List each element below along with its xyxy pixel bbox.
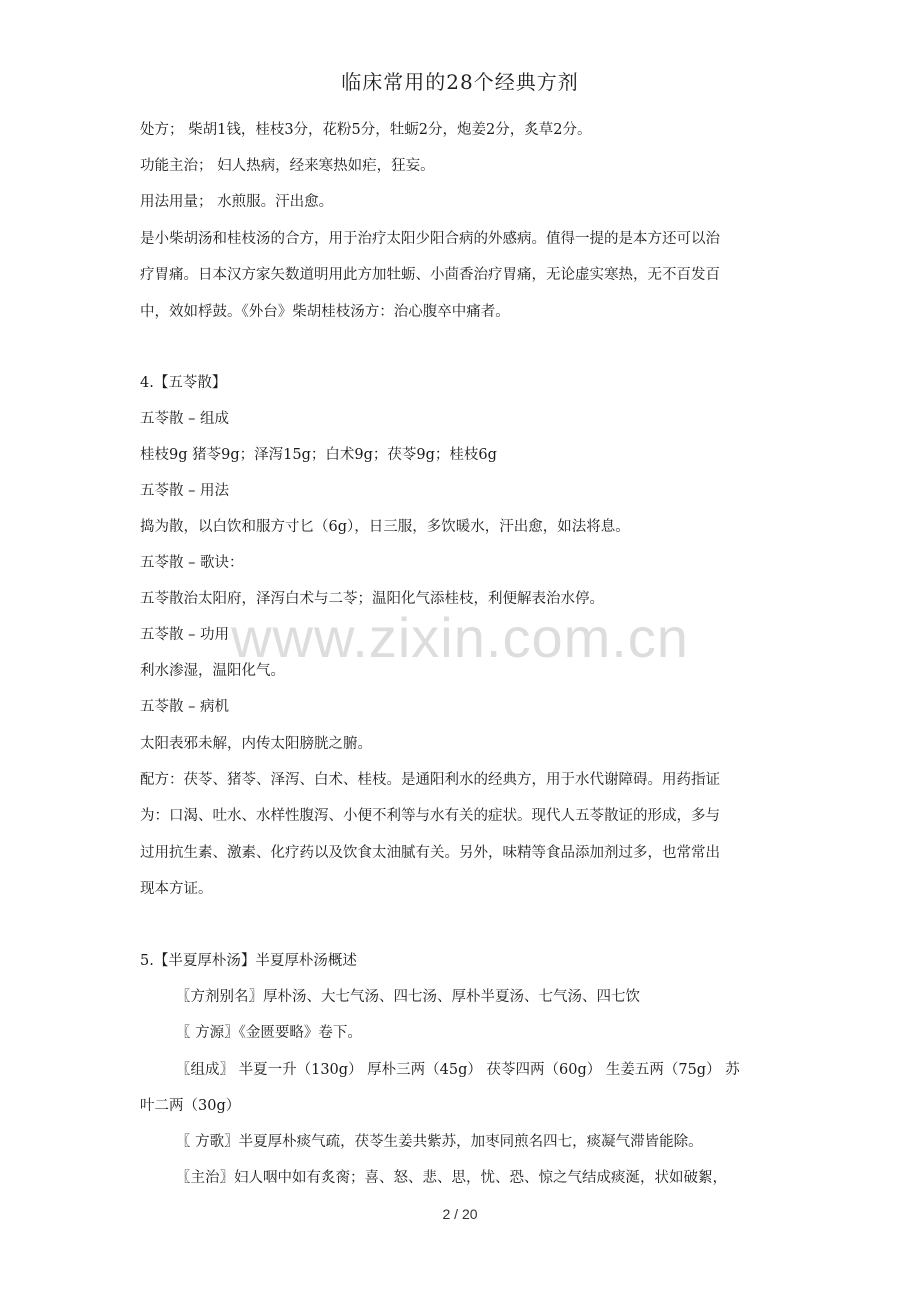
page-number: 2 / 20 [442, 1206, 478, 1222]
section-heading: 5.【半夏厚朴汤】半夏厚朴汤概述 [140, 953, 357, 969]
source-line: 〖 方源〗《金匮要略》卷下。 [176, 1025, 362, 1041]
pathology-label: 五苓散 – 病机 [140, 699, 229, 715]
indications-line: 功能主治； 妇人热病，经来寒热如疟，狂妄。 [140, 158, 435, 174]
composition-text: 桂枝9g 猪苓9g；泽泻15g；白术9g；茯苓9g；桂枝6g [140, 447, 497, 463]
watermark: www.zixin.com.cn [231, 606, 689, 669]
alias-line: 〖方剂别名〗厚朴汤、大七气汤、四七汤、厚朴半夏汤、七气汤、四七饮 [176, 989, 640, 1005]
function-text: 利水渗湿，温阳化气。 [140, 663, 285, 679]
function-label: 五苓散 – 功用 [140, 627, 229, 643]
prescription-line: 处方； 柴胡1钱，桂枝3分，花粉5分，牡蛎2分，炮姜2分，炙草2分。 [140, 122, 592, 138]
formula-song-line: 〖 方歌〗半夏厚朴痰气疏，茯苓生姜共紫苏，加枣同煎名四七，痰凝气滞皆能除。 [176, 1134, 703, 1150]
section-heading: 4.【五苓散】 [140, 375, 227, 391]
usage-label: 五苓散 – 用法 [140, 483, 229, 499]
pathology-text: 太阳表邪未解，内传太阳膀胱之腑。 [140, 736, 372, 752]
main-treatment-line: 〖主治〗妇人咽中如有炙脔；喜、怒、悲、思，忧、恐、惊之气结成痰涎，状如破絮， [176, 1170, 727, 1186]
composition-label: 五苓散 – 组成 [140, 411, 229, 427]
page-title: 临床常用的28个经典方剂 [341, 70, 579, 94]
song-text: 五苓散治太阳府，泽泻白术与二苓；温阳化气添桂枝，利便解表治水停。 [140, 591, 604, 607]
formula-notes-line: 现本方证。 [140, 881, 213, 897]
commentary-line: 中，效如桴鼓。《外台》柴胡桂枝汤方：治心腹卒中痛者。 [140, 304, 510, 320]
usage-line: 用法用量； 水煎服。汗出愈。 [140, 194, 334, 210]
commentary-line: 疗胃痛。日本汉方家矢数道明用此方加牡蛎、小茴香治疗胃痛，无论虚实寒热，无不百发百 [140, 267, 720, 283]
composition-line: 〖组成〗 半夏一升（130g） 厚朴三两（45g） 茯苓四两（60g） 生姜五两（75g） 苏 [176, 1062, 740, 1078]
usage-text: 捣为散，以白饮和服方寸匕（6g），日三服，多饮暖水，汗出愈，如法将息。 [140, 519, 630, 535]
commentary-line: 是小柴胡汤和桂枝汤的合方，用于治疗太阳少阳合病的外感病。值得一提的是本方还可以治 [140, 231, 720, 247]
formula-notes-line: 为：口渴、吐水、水样性腹泻、小便不利等与水有关的症状。现代人五苓散证的形成，多与 [140, 808, 720, 824]
formula-notes-line: 配方：茯苓、猪苓、泽泻、白术、桂枝。是通阳利水的经典方，用于水代谢障碍。用药指证 [140, 772, 720, 788]
formula-notes-line: 过用抗生素、激素、化疗药以及饮食太油腻有关。另外，味精等食品添加剂过多，也常常出 [140, 845, 720, 861]
song-label: 五苓散 – 歌诀： [140, 555, 244, 571]
composition-line: 叶二两（30g） [140, 1098, 241, 1114]
